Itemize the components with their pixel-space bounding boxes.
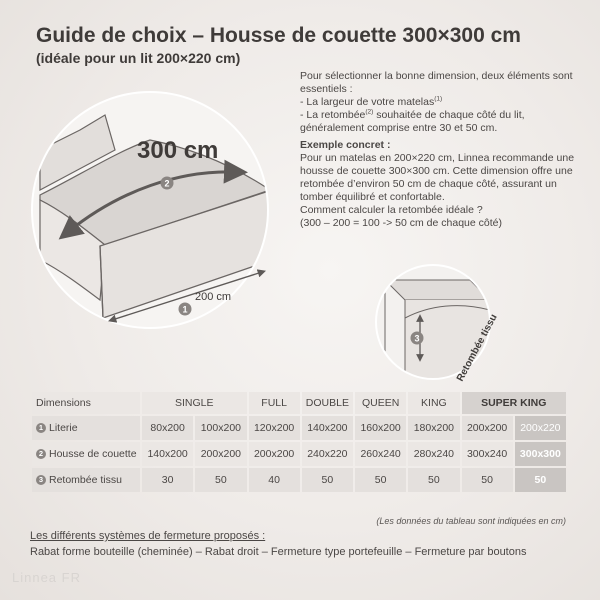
table-cell: 200x200 xyxy=(195,442,246,466)
header-dimensions: Dimensions xyxy=(32,392,140,414)
table-cell-highlight: 50 xyxy=(515,468,566,492)
row-number: 1 xyxy=(36,423,46,433)
row-label-literie xyxy=(32,416,140,440)
example-title: Exemple concret : xyxy=(300,139,391,151)
table-cell: 120x200 xyxy=(249,416,300,440)
marker-3-text: 3 xyxy=(414,333,420,344)
row-label-retombee xyxy=(32,468,140,492)
table-row xyxy=(32,416,566,440)
calc-question: Comment calculer la retombée idéale ? xyxy=(300,204,483,216)
point-2-text-b: souhaitée de chaque côté du lit, généralement comprise entre 30 et 50 cm. xyxy=(300,109,525,134)
point-2 xyxy=(300,109,590,135)
point-1 xyxy=(300,96,590,109)
drop-label: Retombée tissu xyxy=(454,312,500,384)
table-header-row xyxy=(32,392,566,414)
table-cell-highlight: 200x220 xyxy=(515,416,566,440)
row-label-housse xyxy=(32,442,140,466)
calc-formula: (300 – 200 = 100 -> 50 cm de chaque côté) xyxy=(300,217,502,229)
table-cell: 50 xyxy=(462,468,513,492)
intro-text: Pour sélectionner la bonne dimension, deux éléments sont essentiels : xyxy=(300,70,573,95)
header-double: DOUBLE xyxy=(302,392,353,414)
header-super-king: SUPER KING xyxy=(462,392,567,414)
marker-1-text: 1 xyxy=(182,304,188,315)
table-cell: 160x200 xyxy=(355,416,406,440)
table-cell: 50 xyxy=(355,468,406,492)
table-cell: 140x200 xyxy=(302,416,353,440)
row-number: 3 xyxy=(36,475,46,485)
table-cell: 240x220 xyxy=(302,442,353,466)
table-cell: 300x240 xyxy=(462,442,513,466)
marker-2-text: 2 xyxy=(164,178,170,189)
table-cell: 100x200 xyxy=(195,416,246,440)
bed-width-label: 200 cm xyxy=(195,291,232,303)
bed-closeup-circle xyxy=(32,92,272,328)
table-cell: 80x200 xyxy=(142,416,193,440)
point-2-sup: (2) xyxy=(365,108,374,116)
point-1-text: - La largeur de votre matelas xyxy=(300,96,435,108)
table-cell: 280x240 xyxy=(408,442,459,466)
table-cell: 40 xyxy=(249,468,300,492)
page-subtitle: (idéale pour un lit 200×220 cm) xyxy=(36,50,241,66)
closures-title: Les différents systèmes de fermeture proposés : xyxy=(30,530,266,542)
brand-watermark: Linnea FR xyxy=(12,570,81,585)
table-cell: 50 xyxy=(408,468,459,492)
width-label: 300 cm xyxy=(137,137,219,164)
table-cell: 140x200 xyxy=(142,442,193,466)
table-cell: 50 xyxy=(195,468,246,492)
table-cell: 260x240 xyxy=(355,442,406,466)
example-text: Pour un matelas en 200×220 cm, Linnea recommande une housse de couette 300×300 cm. Cette dimension offre une retombée d’environ 50 cm de chaque côté, assurant un tomber équilibré et confortable. xyxy=(300,152,575,203)
table-cell: 180x200 xyxy=(408,416,459,440)
row-number: 2 xyxy=(36,449,46,459)
table-row xyxy=(32,442,566,466)
header-queen: QUEEN xyxy=(355,392,406,414)
dimensions-table xyxy=(30,390,568,494)
table-cell: 200x200 xyxy=(462,416,513,440)
header-king: KING xyxy=(408,392,459,414)
table-cell-highlight: 300x300 xyxy=(515,442,566,466)
header-single: SINGLE xyxy=(142,392,247,414)
point-2-text-a: - La retombée xyxy=(300,109,366,121)
table-cell: 30 xyxy=(142,468,193,492)
page-title: Guide de choix – Housse de couette 300×300 cm xyxy=(36,24,521,47)
table-row xyxy=(32,468,566,492)
header-full: FULL xyxy=(249,392,300,414)
table-cell: 50 xyxy=(302,468,353,492)
row-label-text: Housse de couette xyxy=(49,448,137,460)
row-label-text: Literie xyxy=(49,422,78,434)
closures-list: Rabat forme bouteille (cheminée) – Rabat droit – Fermeture type portefeuille – Fermeture par boutons xyxy=(30,546,527,558)
table-note: (Les données du tableau sont indiquées en cm) xyxy=(376,516,566,526)
table-cell: 200x200 xyxy=(249,442,300,466)
point-1-sup: (1) xyxy=(434,95,443,103)
row-label-text: Retombée tissu xyxy=(49,474,122,486)
description-block xyxy=(300,70,590,230)
